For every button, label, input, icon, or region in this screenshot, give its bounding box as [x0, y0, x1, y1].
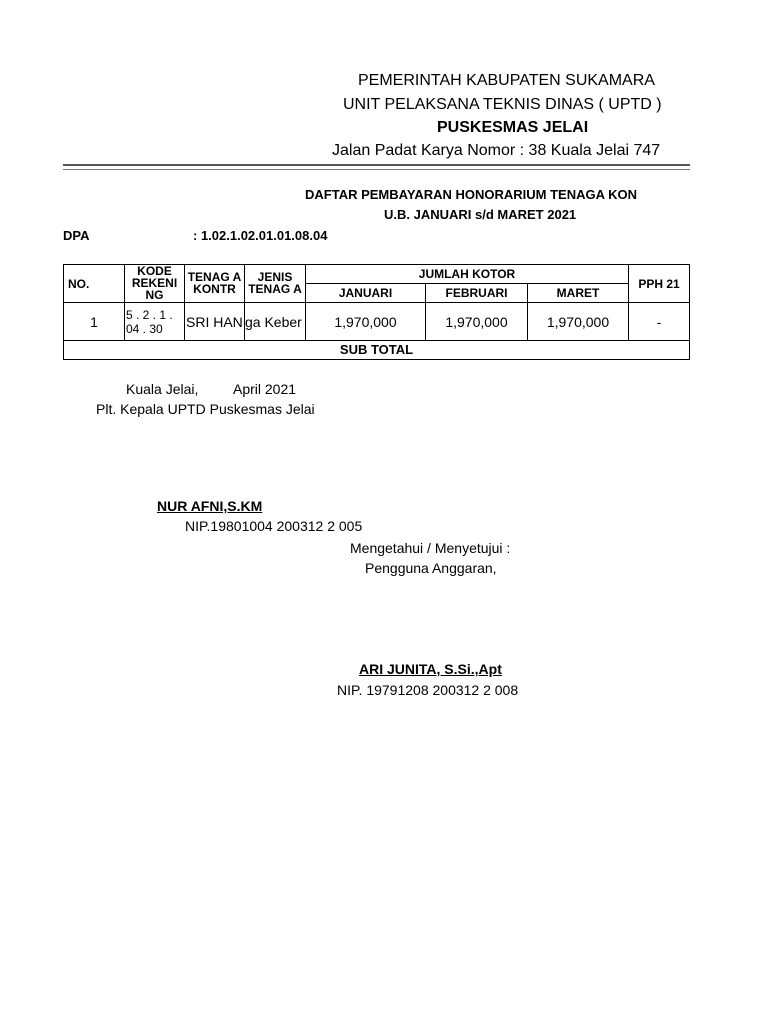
cell-januari: 1,970,000 — [334, 313, 397, 330]
document-title: DAFTAR PEMBAYARAN HONORARIUM TENAGA KON — [305, 187, 637, 202]
cell-jenis-tenaga: ga Keber — [245, 313, 302, 330]
signature-place: Kuala Jelai, — [126, 381, 199, 397]
header-unit: UNIT PELAKSANA TEKNIS DINAS ( UPTD ) — [343, 96, 662, 113]
approval-role: Pengguna Anggaran, — [365, 560, 497, 576]
approver-nip: NIP. 19791208 200312 2 008 — [337, 682, 519, 698]
signatory-nip: NIP.19801004 200312 2 005 — [185, 518, 363, 534]
dpa-label: DPA — [63, 228, 90, 243]
header-divider-thick — [63, 164, 690, 166]
document-period: U.B. JANUARI s/d MARET 2021 — [384, 207, 577, 222]
approval-label: Mengetahui / Menyetujui : — [350, 540, 511, 556]
header-jenis-tenaga: JENIS TENAG A — [248, 270, 302, 296]
cell-tenaga-kontrak: SRI HAN — [186, 313, 243, 330]
signature-position: Plt. Kepala UPTD Puskesmas Jelai — [96, 401, 315, 417]
header-maret: MARET — [556, 286, 600, 300]
signatory-name: NUR AFNI,S.KM — [157, 498, 263, 514]
table-border-bottom — [63, 359, 690, 360]
cell-kode-rekening: 5 . 2 . 1 . 04 . 30 — [126, 307, 173, 336]
header-jumlah-kotor: JUMLAH KOTOR — [418, 267, 516, 281]
signature-date: April 2021 — [233, 381, 297, 397]
header-no: NO. — [68, 276, 90, 291]
cell-pph21: - — [656, 313, 662, 330]
approver-name: ARI JUNITA, S.Si.,Apt — [359, 661, 502, 677]
dpa-value: : 1.02.1.02.01.01.08.04 — [193, 228, 328, 243]
header-februari: FEBRUARI — [445, 286, 508, 300]
subtotal-label: SUB TOTAL — [339, 342, 414, 357]
header-kode-rekening: KODE REKENI NG — [131, 264, 178, 302]
header-tenaga-kontrak: TENAG A KONTR — [187, 270, 242, 296]
header-januari: JANUARI — [338, 286, 393, 300]
header-pph21: PPH 21 — [638, 276, 680, 291]
header-government: PEMERINTAH KABUPATEN SUKAMARA — [358, 72, 655, 89]
header-address: Jalan Padat Karya Nomor : 38 Kuala Jelai 747 — [332, 142, 661, 159]
header-divider-thin — [63, 169, 690, 170]
table-border-right — [689, 264, 690, 360]
cell-februari: 1,970,000 — [445, 313, 508, 330]
cell-no: 1 — [90, 313, 98, 330]
header-puskesmas: PUSKESMAS JELAI — [437, 119, 589, 136]
cell-maret: 1,970,000 — [546, 313, 610, 330]
